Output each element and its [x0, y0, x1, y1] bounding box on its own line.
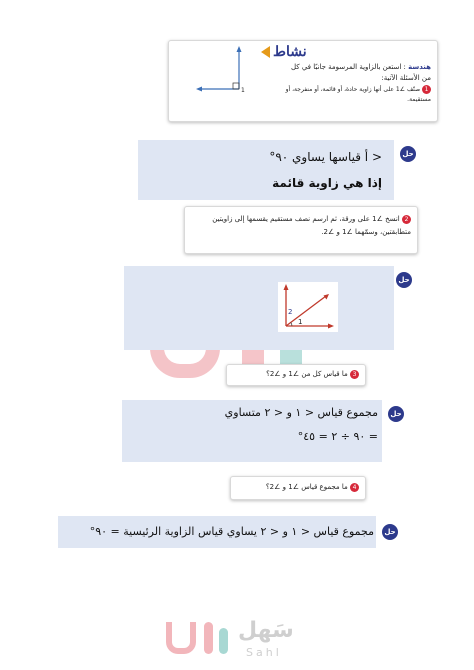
question-2-number: 2: [402, 215, 411, 224]
angle-1-label: 1: [298, 318, 303, 326]
answer-1-line-2: إذا هي زاوية قائمة: [272, 176, 382, 190]
footer-logo-mark-mid: [204, 622, 213, 654]
footer-logo-mark-right: [219, 628, 228, 654]
question-2-card: [184, 206, 418, 254]
question-1-number: 1: [422, 85, 431, 94]
angle-2-label: 2: [288, 308, 293, 316]
answer-badge-1: حل: [400, 146, 416, 162]
figure-band: [124, 266, 394, 350]
activity-lead-text: : استعن بالزاوية المرسومة جانبًا في كل: [290, 63, 406, 71]
activity-title: نشاط: [273, 44, 307, 60]
activity-card: [168, 40, 438, 122]
activity-lead-text2: من الأسئلة الآتية:: [381, 74, 431, 82]
footer-logo-english: Sahl: [246, 646, 282, 659]
answer-3-line-1: مجموع قياس < ١ و < ٢ متساوي: [224, 406, 378, 419]
question-3-card: [226, 364, 366, 386]
activity-figure: [193, 45, 249, 97]
bisected-angle-figure: [278, 282, 338, 332]
answer-badge-2: حل: [396, 272, 412, 288]
figure-angle-label: 1: [241, 87, 245, 94]
question-1-text: صنّف ∠1 على أنها زاوية حادة، أو قائمة، أو منفرجة، أو مستقيمة.: [285, 86, 431, 103]
question-2-text: انسخ ∠1 على ورقة، ثم ارسم نصف مستقيم يقسمها إلى زاويتين متطابقتين، وسمّهما ∠1 و ∠2.: [212, 215, 411, 236]
footer-logo: [166, 612, 306, 662]
activity-lead-bold: هندسة: [408, 63, 431, 71]
play-triangle-icon: [261, 46, 270, 58]
answer-3-line-2: = ٩٠ ÷ ٢ = ٤٥°: [297, 430, 378, 443]
question-3-number: 3: [350, 370, 359, 379]
answer-1-line-1: < أ قياسها يساوي ٩٠°: [269, 150, 382, 164]
footer-logo-mark-left: [166, 622, 196, 654]
question-4-text: ما مجموع قياس ∠1 و ∠2؟: [265, 483, 348, 491]
answer-4-line-1: مجموع قياس < ١ و < ٢ يساوي قياس الزاوية الرئيسية = ٩٠°: [89, 525, 374, 538]
answer-badge-3: حل: [388, 406, 404, 422]
question-3-text: ما قياس كل من ∠1 و ∠2؟: [266, 370, 348, 378]
answer-1-band: [138, 140, 394, 200]
bisector-figure-svg: [278, 282, 338, 332]
question-4-number: 4: [350, 483, 359, 492]
answer-badge-4: حل: [382, 524, 398, 540]
footer-logo-arabic: سَهل: [238, 618, 294, 643]
question-4-card: [230, 476, 366, 500]
